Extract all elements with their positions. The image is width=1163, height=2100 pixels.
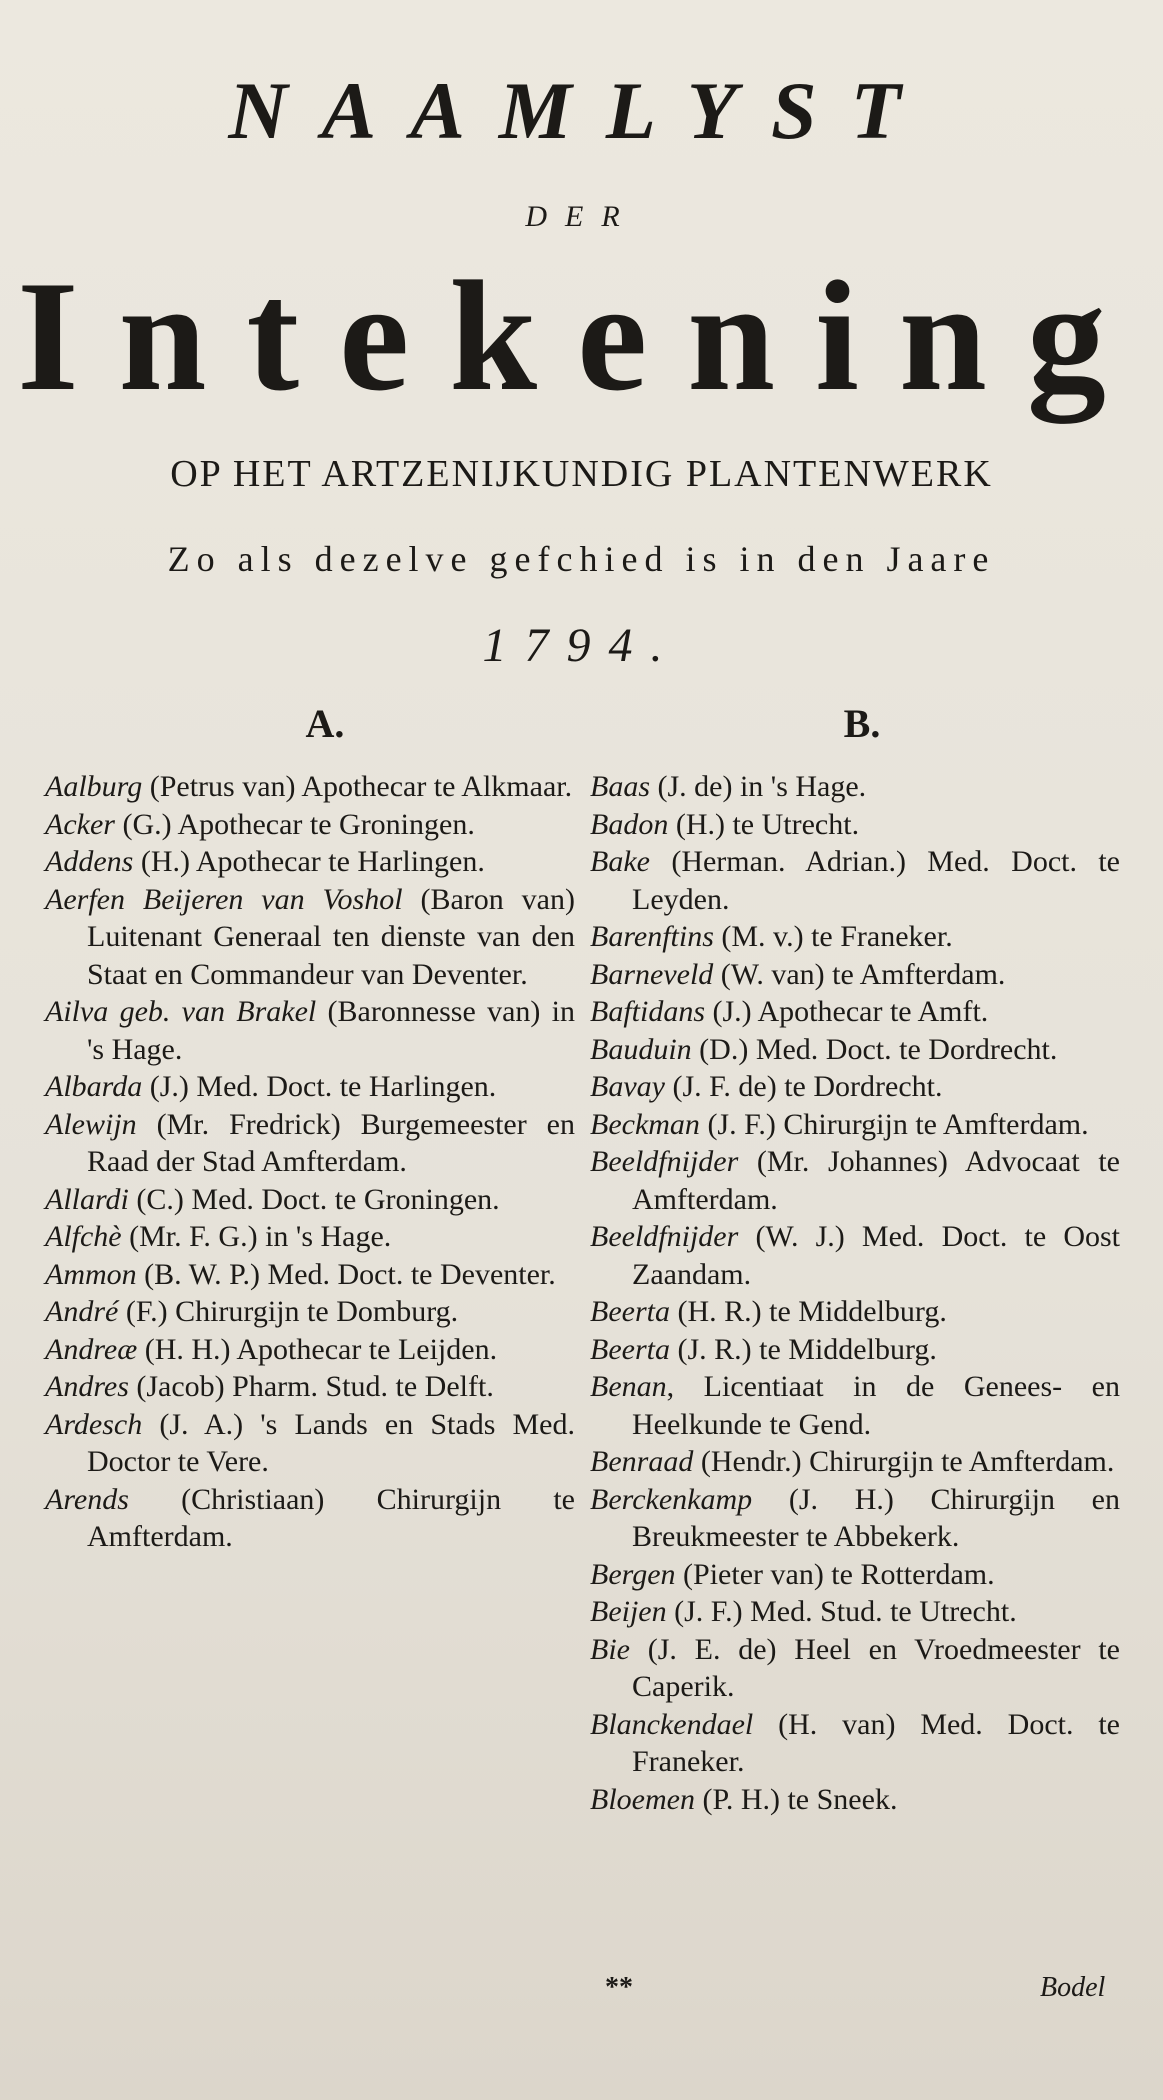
entry-name: Arends bbox=[45, 1482, 129, 1516]
entry-name: Addens bbox=[45, 845, 134, 878]
catchword: Bodel bbox=[1040, 1972, 1106, 2003]
entry-text: (Mr. Fredrick) Burgemeester en Raad der Stad Amfterdam. bbox=[87, 1107, 575, 1178]
entry-name: Benraad bbox=[590, 1445, 694, 1478]
entry-text: (J.) Apothecar te Amft. bbox=[705, 995, 989, 1028]
entry-text: (J. R.) te Middelburg. bbox=[669, 1332, 937, 1366]
list-item bbox=[590, 956, 1120, 994]
list-item bbox=[590, 1218, 1120, 1293]
list-item bbox=[45, 1293, 575, 1331]
title-naamlyst: NAAMLYST bbox=[228, 65, 935, 156]
entry-text: (W. J.) Med. Doct. te Oost Zaandam. bbox=[632, 1220, 1120, 1291]
right-column bbox=[590, 768, 1120, 1818]
entry-text: (H.) te Utrecht. bbox=[668, 807, 860, 841]
entry-text: (B. W. P.) Med. Doct. te Deventer. bbox=[136, 1257, 556, 1291]
list-item bbox=[45, 993, 575, 1068]
entry-name: Allardi bbox=[45, 1182, 129, 1216]
list-item bbox=[45, 1256, 575, 1294]
list-item bbox=[45, 843, 575, 881]
list-item bbox=[590, 1143, 1120, 1218]
subtitle: OP HET ARTZENIJKUNDIG PLANTENWERK bbox=[170, 453, 993, 495]
list-item bbox=[45, 1068, 575, 1106]
entry-text: (H. H.) Apothecar te Leijden. bbox=[137, 1332, 498, 1366]
list-item bbox=[45, 1106, 575, 1181]
entry-name: Andreæ bbox=[45, 1332, 138, 1366]
entry-name: Benan bbox=[590, 1370, 667, 1403]
entry-text: (W. van) te Amfterdam. bbox=[713, 957, 1006, 991]
entry-name: Barneveld bbox=[590, 957, 714, 991]
entry-text: (J. H.) Chirurgijn en Breukmeester te Abbekerk. bbox=[632, 1482, 1120, 1553]
entry-text: (F.) Chirurgijn te Domburg. bbox=[118, 1295, 459, 1328]
entry-text: (J.) Med. Doct. te Harlingen. bbox=[142, 1070, 497, 1103]
list-item bbox=[590, 1031, 1120, 1069]
entry-name: Baas bbox=[590, 770, 650, 803]
entry-text: (Mr. F. G.) in 's Hage. bbox=[121, 1220, 392, 1253]
year: 1794. bbox=[482, 619, 681, 672]
entry-name: Bavay bbox=[590, 1070, 665, 1103]
entry-text: (Hendr.) Chirurgijn te Amfterdam. bbox=[693, 1445, 1115, 1478]
entry-name: Berckenkamp bbox=[590, 1482, 753, 1516]
list-item bbox=[590, 1293, 1120, 1331]
entry-text: (J. de) in 's Hage. bbox=[650, 770, 867, 803]
entry-name: Beijen bbox=[590, 1595, 667, 1628]
list-item bbox=[590, 768, 1120, 806]
column-letter-b: B. bbox=[843, 701, 881, 746]
list-item bbox=[590, 1106, 1120, 1144]
entry-name: Barenftins bbox=[590, 920, 714, 953]
list-item bbox=[45, 1406, 575, 1481]
entry-text: (Pieter van) te Rotterdam. bbox=[675, 1557, 995, 1591]
entry-text: (P. H.) te Sneek. bbox=[694, 1782, 898, 1816]
list-item bbox=[45, 1331, 575, 1369]
column-letter-a: A. bbox=[305, 701, 345, 746]
list-item bbox=[590, 1068, 1120, 1106]
entry-name: Aerfen Beijeren van Voshol bbox=[45, 882, 403, 916]
entry-text: (H. van) Med. Doct. te Franeker. bbox=[632, 1707, 1120, 1778]
left-column bbox=[45, 768, 575, 1556]
list-item bbox=[590, 993, 1120, 1031]
entry-name: André bbox=[45, 1295, 119, 1328]
entry-name: Blanckendael bbox=[590, 1707, 754, 1741]
entry-text: (J. A.) 's Lands en Stads Med. Doctor te Vere. bbox=[87, 1407, 575, 1478]
list-item bbox=[590, 843, 1120, 918]
entry-text: (D.) Med. Doct. te Dordrecht. bbox=[691, 1032, 1058, 1066]
entry-name: Ailva geb. van Brakel bbox=[45, 995, 317, 1028]
entry-name: Alewijn bbox=[45, 1107, 137, 1141]
entry-text: (M. v.) te Franeker. bbox=[713, 920, 953, 953]
list-item bbox=[590, 1331, 1120, 1369]
entry-name: Alfchè bbox=[45, 1220, 122, 1253]
entry-text: (Mr. Johannes) Advocaat te Amfterdam. bbox=[632, 1145, 1120, 1216]
entry-text: (Baronnesse van) in 's Hage. bbox=[87, 995, 575, 1066]
entry-name: Badon bbox=[590, 807, 669, 841]
entry-name: Bergen bbox=[590, 1557, 676, 1591]
entry-text: (Herman. Adrian.) Med. Doct. te Leyden. bbox=[632, 845, 1120, 916]
list-item bbox=[590, 918, 1120, 956]
entry-name: Beeldfnijder bbox=[590, 1145, 739, 1178]
list-item bbox=[590, 1481, 1120, 1556]
list-item bbox=[590, 1631, 1120, 1706]
entry-name: Albarda bbox=[45, 1070, 143, 1103]
list-item bbox=[45, 1218, 575, 1256]
entry-name: Bloemen bbox=[590, 1782, 695, 1816]
entry-text: (Christiaan) Chirurgijn te Amfterdam. bbox=[87, 1482, 575, 1553]
entry-name: Baftidans bbox=[590, 995, 706, 1028]
entry-text: (Baron van) Luitenant Generaal ten dienste van den Staat en Commandeur van Deventer. bbox=[87, 882, 575, 991]
list-item bbox=[590, 1706, 1120, 1781]
list-item bbox=[590, 1443, 1120, 1481]
entry-text: (G.) Apothecar te Groningen. bbox=[114, 807, 475, 841]
signature-mark: ** bbox=[605, 1972, 633, 2003]
entry-text: (J. F.) Med. Stud. te Utrecht. bbox=[666, 1595, 1017, 1628]
entry-text: (Jacob) Pharm. Stud. te Delft. bbox=[128, 1370, 494, 1403]
entry-name: Bake bbox=[590, 845, 650, 878]
entry-text: (C.) Med. Doct. te Groningen. bbox=[128, 1182, 500, 1216]
list-item bbox=[45, 1368, 575, 1406]
list-item bbox=[590, 1368, 1120, 1443]
list-item bbox=[45, 1481, 575, 1556]
entry-name: Beckman bbox=[590, 1107, 700, 1141]
list-item bbox=[45, 806, 575, 844]
entry-name: Bie bbox=[590, 1632, 630, 1666]
entry-name: Beeldfnijder bbox=[590, 1220, 739, 1253]
entry-name: Aalburg bbox=[45, 770, 143, 803]
entry-text: (J. F.) Chirurgijn te Amfterdam. bbox=[699, 1107, 1089, 1141]
entry-text: (H. R.) te Middelburg. bbox=[669, 1295, 947, 1328]
entry-text: (J. F. de) te Dordrecht. bbox=[664, 1070, 943, 1103]
list-item bbox=[590, 1593, 1120, 1631]
entry-name: Ammon bbox=[45, 1257, 137, 1291]
entry-name: Beerta bbox=[590, 1295, 670, 1328]
list-item bbox=[45, 1181, 575, 1219]
list-item bbox=[45, 768, 575, 806]
entry-text: (J. E. de) Heel en Vroedmeester te Caperik. bbox=[629, 1632, 1120, 1703]
entry-text: , Licentiaat in de Genees- en Heelkunde te Gend. bbox=[632, 1370, 1120, 1441]
entry-name: Bauduin bbox=[590, 1032, 692, 1066]
entry-name: Andres bbox=[45, 1370, 129, 1403]
entry-name: Acker bbox=[45, 807, 115, 841]
entry-text: (Petrus van) Apothecar te Alkmaar. bbox=[142, 770, 573, 803]
list-item bbox=[590, 1781, 1120, 1819]
entry-name: Ardesch bbox=[45, 1407, 143, 1441]
imprint-line: Zo als dezelve gefchied is in den Jaare bbox=[167, 539, 996, 579]
title-der: DER bbox=[525, 200, 638, 233]
list-item bbox=[590, 806, 1120, 844]
list-item bbox=[590, 1556, 1120, 1594]
list-item bbox=[45, 881, 575, 994]
entry-name: Beerta bbox=[590, 1332, 670, 1366]
title-intekening: Intekening bbox=[17, 249, 1146, 424]
entry-text: (H.) Apothecar te Harlingen. bbox=[133, 845, 485, 878]
